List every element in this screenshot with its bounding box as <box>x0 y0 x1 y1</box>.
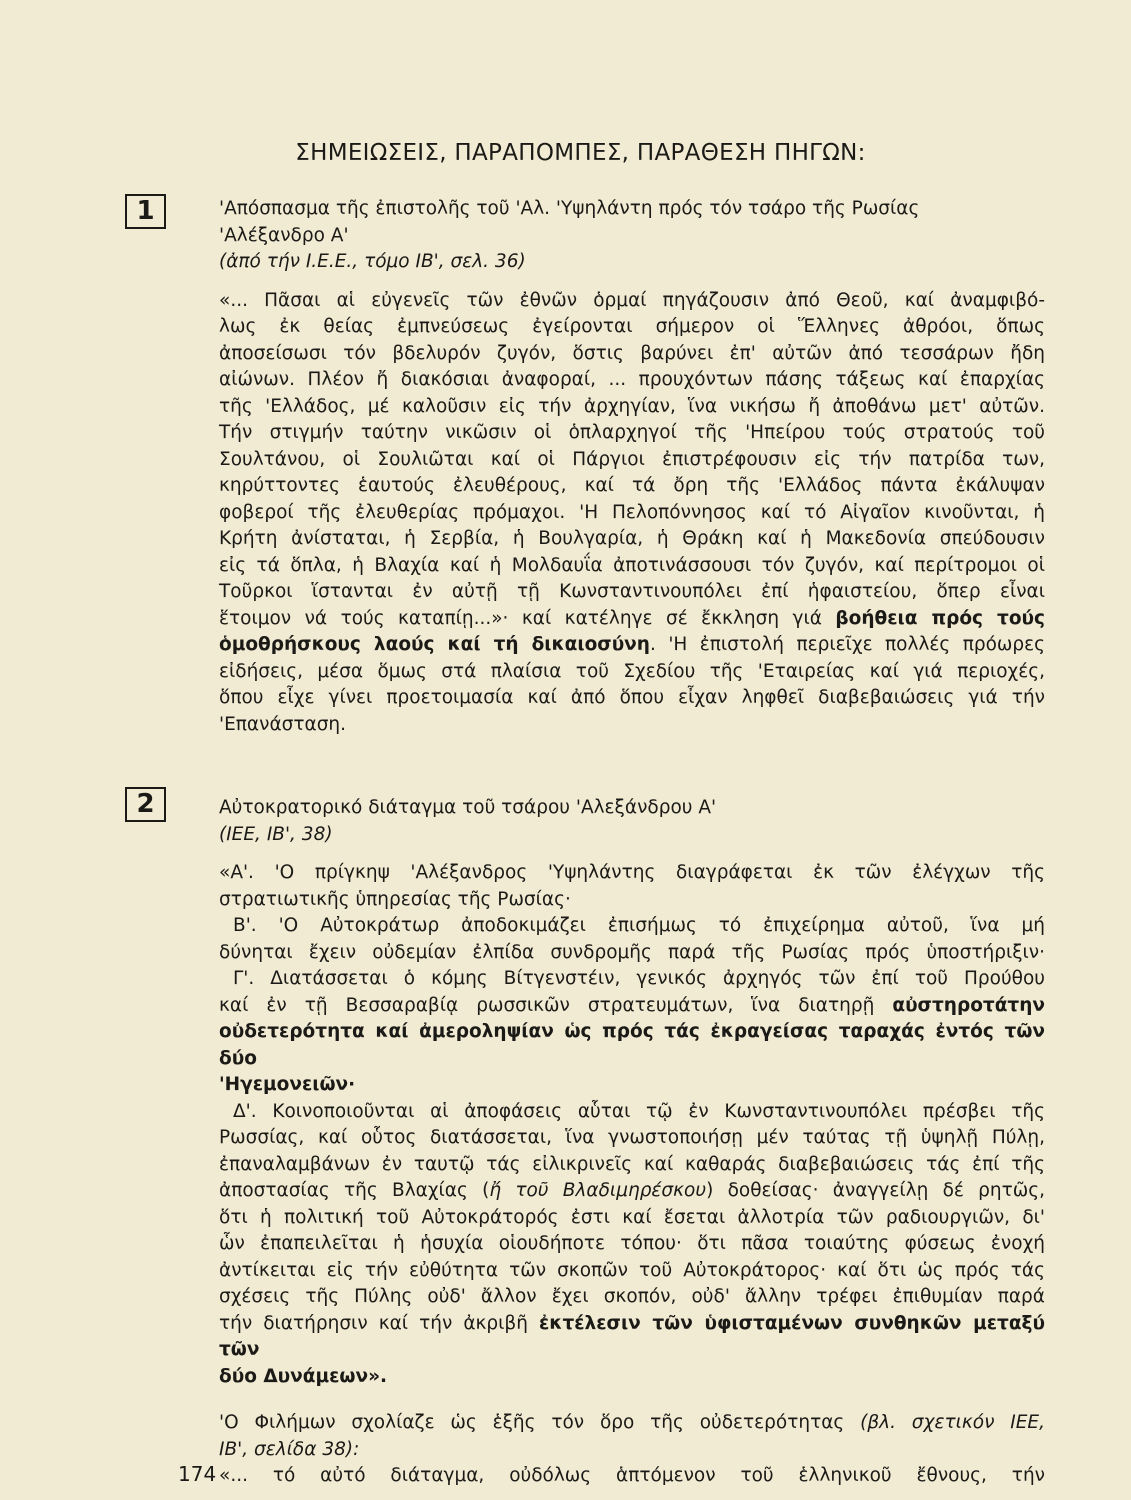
body-text: καί ἐν τῇ Βεσσαραβίᾳ ρωσσικῶν στρατευμάτων, ἵνα διατηρῇ <box>219 994 875 1016</box>
bold-phrase: δύο Δυνάμεων». <box>219 1365 388 1387</box>
note-1-title-cont: 'Αλέξανδρο Α' <box>219 224 349 246</box>
body-line: φοβεροί τῆς ἐλευθερίας πρόμαχοι. 'Η Πελοπόννησος καί τό Αἰγαῖον κινοῦνται, ἡ <box>219 501 1045 523</box>
body-line <box>219 1311 1045 1364</box>
note-2-body <box>219 860 1045 1390</box>
body-line: εἰδήσεις, μέσα ὅμως στά πλαίσια τοῦ Σχεδίου τῆς 'Εταιρείας καί γιά περιοχές, <box>219 660 1045 682</box>
body-line <box>219 1019 1045 1072</box>
body-line: ὅτι ἡ πολιτική τοῦ Αὐτοκράτορός ἐστι καί ἔσεται ἀλλοτρία τῶν ραδιουργιῶν, δι' <box>219 1206 1045 1228</box>
italic-phrase: ΙΒ', σελίδα 38): <box>219 1438 360 1460</box>
bold-phrase: βοήθεια πρός τούς <box>835 607 1045 629</box>
body-line <box>219 606 1045 633</box>
body-line: τῆς 'Ελλάδος, μέ καλοῦσιν εἰς τήν ἀρχηγίαν, ἵνα νικήσω ἤ ἀποθάνω μετ' αὐτῶν. <box>219 395 1045 417</box>
body-line: στρατιωτικῆς ὑπηρεσίας τῆς Ρωσίας· <box>219 888 571 910</box>
bold-phrase: ὁμοθρήσκους λαούς καί τή δικαιοσύνη <box>219 634 650 655</box>
body-line: «Α'. 'Ο πρίγκηψ 'Αλέξανδρος 'Υψηλάντης διαγράφεται ἐκ τῶν ἐλέγχων τῆς <box>219 862 1045 883</box>
note-2-comment <box>219 1410 1045 1490</box>
body-line: Τοῦρκοι ἵστανται ἐν αὐτῇ τῇ Κωνσταντινουπόλει ἐπί ἡφαιστείου, ὅπερ εἶναι <box>219 581 1045 602</box>
body-text: 'Ο Φιλήμων σχολίαζε ὡς ἑξῆς τόν ὅρο τῆς οὐδετερότητας <box>219 1412 845 1433</box>
body-line <box>219 1178 1045 1205</box>
body-line <box>219 1364 1045 1391</box>
body-line <box>219 993 1045 1020</box>
body-line <box>219 1437 1045 1464</box>
italic-phrase: ἤ τοῦ Βλαδιμηρέσκου <box>489 1180 707 1201</box>
body-line: Β'. 'Ο Αὐτοκράτωρ ἀποδοκιμάζει ἐπισήμως τό ἐπιχείρημα αὐτοῦ, ἵνα μή <box>233 915 1045 936</box>
body-line: Τήν στιγμήν ταύτην νικῶσιν οἱ ὁπλαρχηγοί τῆς 'Ηπείρου τούς στρατούς τοῦ <box>219 422 1045 443</box>
bold-phrase: οὐδετερότητα καί ἀμεροληψίαν ὡς πρός τάς ἐκραγείσας ταραχάς ἐντός τῶν δύο <box>219 1021 1045 1069</box>
body-line: «... τό αὐτό διάταγμα, οὐδόλως ἁπτόμενον τοῦ ἑλληνικοῦ ἔθνους, τήν <box>219 1465 1045 1486</box>
body-line: κηρύττοντες ἑαυτούς ἐλευθέρους, καί τά ὄρη τῆς 'Ελλάδος πάντα ἐκάλυψαν <box>219 475 1045 496</box>
bold-phrase: αὐστηροτάτην <box>892 994 1045 1016</box>
body-line: «... Πᾶσαι αἱ εὐγενεῖς τῶν ἐθνῶν ὁρμαί πηγάζουσιν ἀπό Θεοῦ, καί ἀναμφιβό- <box>219 289 1045 311</box>
bold-phrase: 'Ηγεμονειῶν· <box>219 1074 356 1095</box>
body-line: ὧν ἐπαπειλεῖται ἡ ἡσυχία οἱουδήποτε τόπου· ὅτι πᾶσα τοιαύτης φύσεως ἐνοχή <box>219 1233 1045 1254</box>
note-2 <box>219 795 1045 1490</box>
body-line: Δ'. Κοινοποιοῦνται αἱ ἀποφάσεις αὗται τῷ ἐν Κωνσταντινουπόλει πρέσβει τῆς <box>233 1100 1045 1122</box>
body-line: σχέσεις τῆς Πύλης οὐδ' ἄλλον ἔχει σκοπόν, οὐδ' ἄλλην τρέφει ἐπιθυμίαν παρά <box>219 1286 1045 1307</box>
note-number-1: 1 <box>125 194 166 229</box>
body-text: ) δοθείσας· ἀναγγείλῃ δέ ρητῶς, <box>706 1180 1045 1201</box>
body-line: 'Επανάσταση. <box>219 713 347 735</box>
page-heading: ΣΗΜΕΙΩΣΕΙΣ, ΠΑΡΑΠΟΜΠΕΣ, ΠΑΡΑΘΕΣΗ ΠΗΓΩΝ: <box>295 140 866 166</box>
body-line <box>219 632 1045 659</box>
page-number: 174 <box>178 1462 217 1486</box>
body-line: ὅπου εἶχε γίνει προετοιμασία καί ἀπό ὅπου εἶχαν ληφθεῖ διαβεβαιώσεις γιά τήν <box>219 687 1045 708</box>
body-line: εἰς τά ὅπλα, ἡ Βλαχία καί ἡ Μολδαυΐα ἀποτινάσσουσι τόν ζυγόν, καί περίτρομοι οἱ <box>219 554 1045 576</box>
italic-phrase: (βλ. σχετικόν ΙΕΕ, <box>860 1412 1045 1433</box>
bold-phrase: ἐκτέλεσιν τῶν ὑφισταμένων συνθηκῶν μεταξύ τῶν <box>219 1312 1045 1360</box>
body-text: ἕτοιμον νά τούς καταπίῃ...»· καί κατέληγε σέ ἔκκληση γιά <box>219 607 822 629</box>
body-line: αἰώνων. Πλέον ἤ διακόσιαι ἀναφοραί, ... προυχόντων πάσης τάξεως καί ἐπαρχίας <box>219 369 1045 390</box>
body-line <box>219 1072 1045 1099</box>
body-line <box>219 1410 1045 1437</box>
body-line: Ρωσσίας, καί οὗτος διατάσσεται, ἵνα γνωστοποιήσῃ μέν ταύτας τῇ ὑψηλῇ Πύλῃ, <box>219 1127 1045 1148</box>
note-2-title: Αὐτοκρατορικό διάταγμα τοῦ τσάρου 'Αλεξάνδρου Α' <box>219 797 717 818</box>
body-line: ἀποσείσωσι τόν βδελυρόν ζυγόν, ὅστις βαρύνει ἐπ' αὐτῶν ἀπό τεσσάρων ἤδη <box>219 342 1045 364</box>
note-1 <box>219 196 1045 738</box>
body-text: τήν διατήρησιν καί τήν ἀκριβῆ <box>219 1312 528 1334</box>
note-number-2: 2 <box>125 787 166 822</box>
note-2-source: (ΙΕΕ, ΙΒ', 38) <box>219 823 333 845</box>
body-text: ἀποστασίας τῆς Βλαχίας ( <box>219 1180 490 1201</box>
body-line: ἐπαναλαμβάνων ἐν ταυτῷ τάς εἰλικρινεῖς καί καθαράς διαβεβαιώσεις τάς ἐπί τῆς <box>219 1153 1045 1175</box>
body-line: Γ'. Διατάσσεται ὁ κόμης Βίτγενστέιν, γενικός ἀρχηγός τῶν ἐπί τοῦ Προύθου <box>233 968 1045 989</box>
note-1-title: 'Απόσπασμα τῆς ἐπιστολῆς τοῦ 'Αλ. 'Υψηλάντη πρός τόν τσάρο τῆς Ρωσίας <box>219 198 920 219</box>
body-line: λως ἐκ θείας ἐμπνεύσεως ἐγείρονται σήμερον οἱ Ἕλληνες ἀθρόοι, ὅπως <box>219 316 1045 337</box>
note-1-body <box>219 288 1045 739</box>
body-line: Σουλτάνου, οἱ Σουλιῶται καί οἱ Πάργιοι ἐπιστρέφουσιν εἰς τήν πατρίδα των, <box>219 448 1045 470</box>
body-text: . 'Η ἐπιστολή περιεῖχε πολλές πρόωρες <box>649 634 1046 655</box>
note-1-source: (ἀπό τήν Ι.Ε.Ε., τόμο ΙΒ', σελ. 36) <box>219 251 526 272</box>
body-line: ἀντίκειται εἰς τήν εὐθύτητα τῶν σκοπῶν τοῦ Αὐτοκράτορος· καί ὅτι ὡς πρός τάς <box>219 1259 1045 1281</box>
body-line: δύνηται ἔχειν οὐδεμίαν ἐλπίδα συνδρομῆς παρά τῆς Ρωσίας πρός ὑποστήριξιν· <box>219 941 1045 963</box>
body-line: Κρήτη ἀνίσταται, ἡ Σερβία, ἡ Βουλγαρία, ἡ Θράκη καί ἡ Μακεδονία σπεύδουσιν <box>219 528 1045 549</box>
